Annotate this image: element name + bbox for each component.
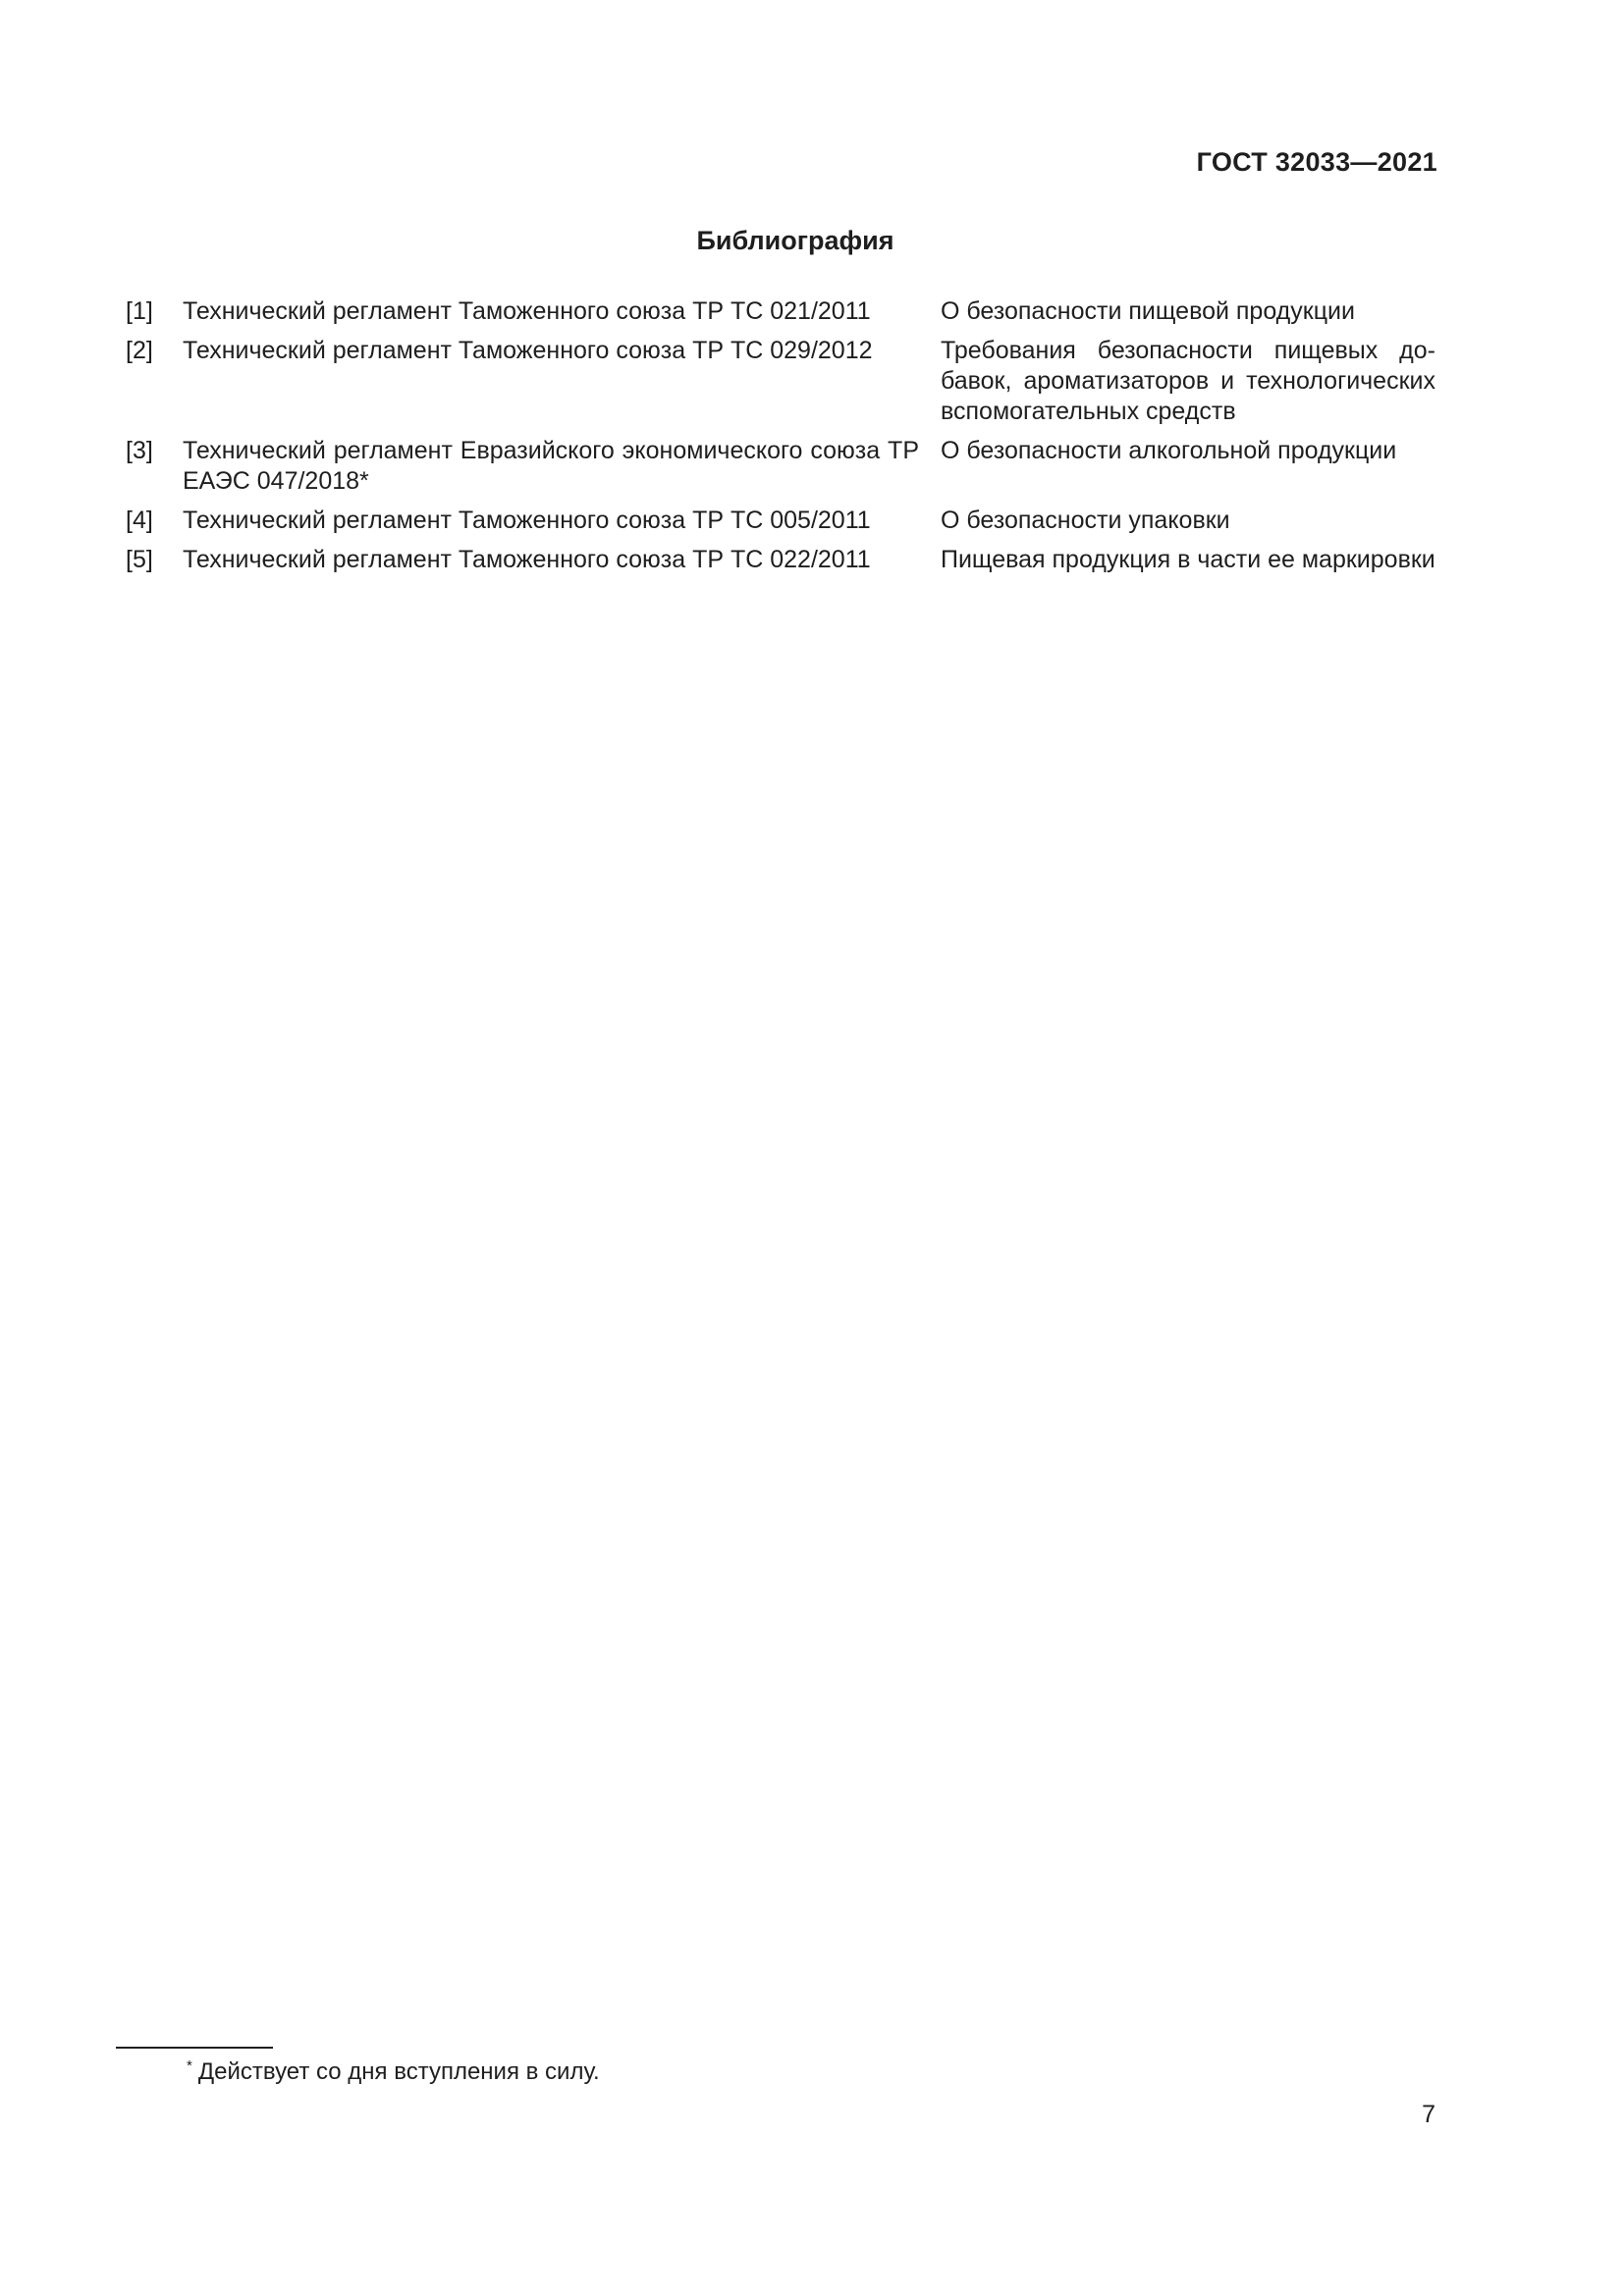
entry-title: О безопасности пищевой продукции [941,297,1355,325]
entry-document: Технический регламент Таможенного союза ТР ТС 022/2011 [183,546,871,573]
document-code: ГОСТ 32033—2021 [1196,147,1437,177]
entry-document: Технический регламент Евразийского экономического союза ТР ЕАЭС 047/2018* [183,437,919,495]
entry-title: О безопасности алкогольной продукции [941,437,1397,464]
bibliography-entry [126,336,1437,427]
entry-number: [2] [126,337,153,364]
bibliography-entry [126,506,1437,536]
entry-document: Технический регламент Таможенного союза ТР ТС 021/2011 [183,297,871,325]
entry-document: Технический регламент Таможенного союза ТР ТС 029/2012 [183,337,873,364]
footnote-divider [116,2047,273,2049]
entry-title: Пищевая продукция в части ее маркировки [941,546,1435,573]
footnote-marker: * [187,2057,192,2074]
bibliography-entry [126,436,1437,497]
entry-document: Технический регламент Таможенного союза ТР ТС 005/2011 [183,507,871,534]
section-title: Библиография [696,226,894,255]
footnote [187,2057,600,2086]
bibliography-entry [126,545,1437,575]
entry-number: [5] [126,546,153,573]
entry-title: Требования безопасности пищевых до-бавок, ароматизаторов и технологических вспомогательных средств [941,337,1435,425]
footnote-text: Действует со дня вступления в силу. [197,2058,600,2085]
entry-title: О безопасности упаковки [941,507,1230,534]
bibliography-list [126,296,1437,584]
bibliography-entry [126,296,1437,327]
entry-number: [3] [126,437,153,464]
entry-number: [1] [126,297,153,325]
entry-number: [4] [126,507,153,534]
page-number: 7 [1422,2101,1435,2128]
